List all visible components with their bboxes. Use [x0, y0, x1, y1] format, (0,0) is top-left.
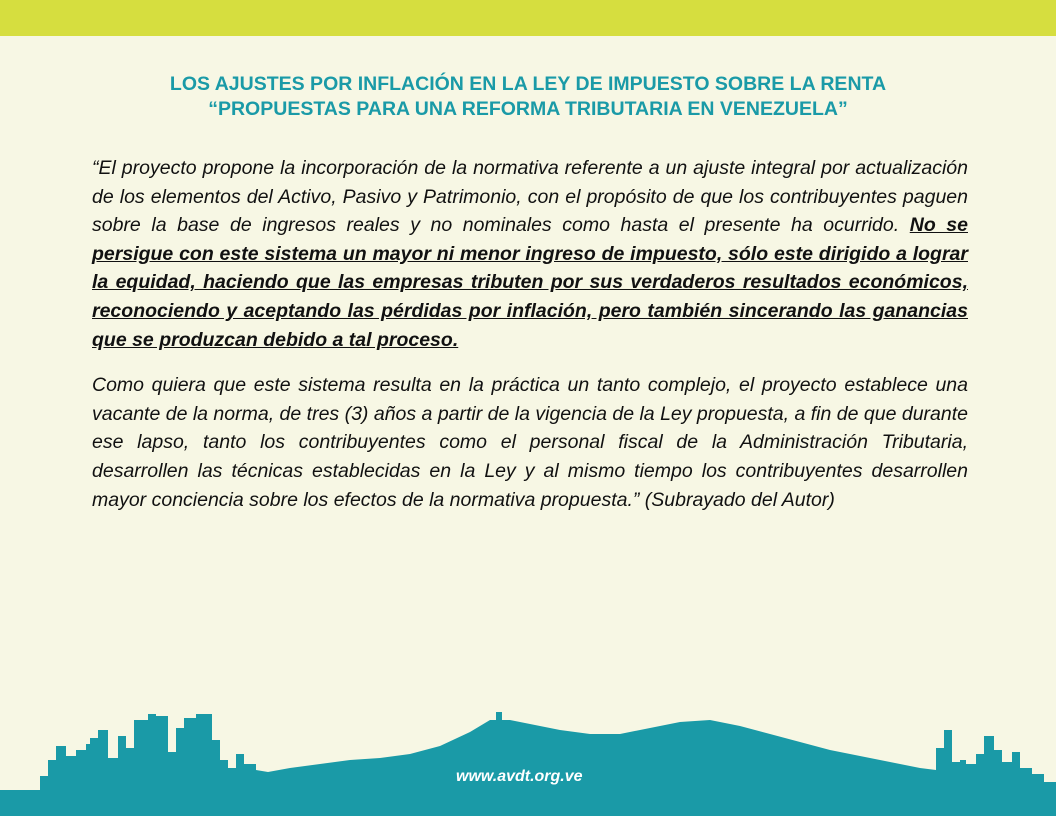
footer-website-url: www.avdt.org.ve	[456, 768, 583, 785]
top-accent-bar	[0, 0, 1056, 36]
title-line-1: LOS AJUSTES POR INFLACIÓN EN LA LEY DE IMPUESTO SOBRE LA RENTA	[169, 73, 887, 95]
quote-emphasis-text: No se persigue con este sistema un mayor ni menor ingreso de impuesto, sólo este dirigido a lograr la equidad, haciendo que las empresas tributen por sus verdaderos resultados económicos, reconociendo y aceptando las pérdidas por inflación, pero también sincerando las ganancias que se produzcan debido a tal proceso.	[92, 214, 968, 351]
quote-paragraph-2: Como quiera que este sistema resulta en la práctica un tanto complejo, el proyecto establece una vacante de la norma, de tres (3) años a partir de la vigencia de la Ley propuesta, a fin de que durante ese lapso, tanto los contribuyentes como el personal fiscal de la Administración Tributaria, desarrollen las técnicas establecidas en la Ley y al mismo tiempo los contribuyentes desarrollen mayor conciencia sobre los efectos de la normativa propuesta.” (Subrayado del Autor)	[92, 374, 968, 511]
quote-plain-text: “El proyecto propone la incorporación de la normativa referente a un ajuste integral por actualización de los elementos del Activo, Pasivo y Patrimonio, con el propósito de que los contribuyentes paguen sobre la base de ingresos reales y no nominales como hasta el presente ha ocurrido.	[92, 157, 968, 237]
slide-title	[30, 72, 1026, 122]
quote-paragraph-1	[92, 154, 968, 354]
quote-body	[92, 154, 968, 514]
city-skyline-illustration	[0, 690, 1056, 816]
title-line-2: “PROPUESTAS PARA UNA REFORMA TRIBUTARIA EN VENEZUELA”	[208, 98, 848, 120]
skyline-silhouette	[0, 712, 1056, 816]
